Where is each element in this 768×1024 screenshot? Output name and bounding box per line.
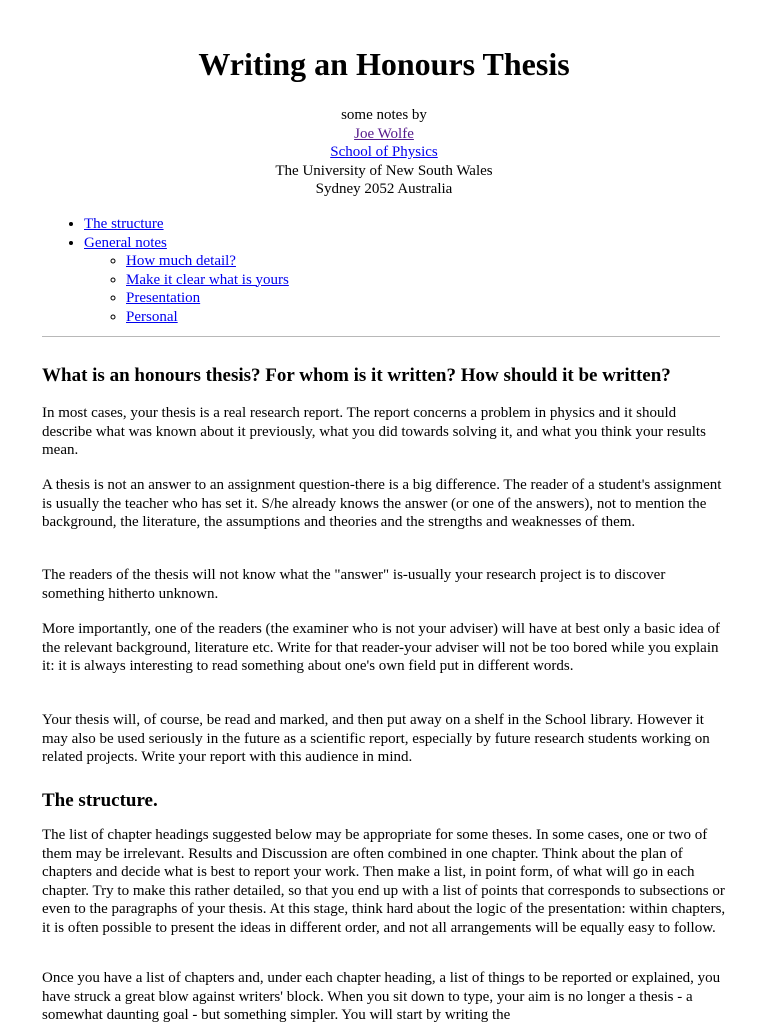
paragraph: More importantly, one of the readers (the examiner who is not your adviser) will have at best only a basic idea of the relevant background, literature etc. Write for that reader-your adviser will not be too bored while you explain it: it is always interesting to read something about one's own field put in different words.: [42, 621, 720, 674]
toc-subitem: [126, 289, 764, 308]
school-link[interactable]: School of Physics: [330, 144, 438, 160]
toc-item: [84, 215, 764, 234]
paragraph: A thesis is not an answer to an assignment question-there is a big difference. The reader of a student's assignment is usually the teacher who has set it. S/he already knows the answer (or one of the answers), not to mention the background, the literature, the assumptions and theories and the strengths and weaknesses of them.: [42, 477, 722, 530]
toc-link-structure[interactable]: The structure: [84, 216, 164, 232]
paragraph: In most cases, your thesis is a real research report. The report concerns a problem in physics and it should describe what was known about it previously, what you did towards solving it, and what you think your results mean.: [42, 405, 706, 458]
paragraph: The readers of the thesis will not know what the "answer" is-usually your research project is to discover something hitherto unknown.: [42, 567, 666, 602]
toc-subitem: [126, 271, 764, 290]
section-heading-intro: What is an honours thesis? For whom is it written? How should it be written?: [42, 365, 671, 386]
toc-link-general-notes[interactable]: General notes: [84, 234, 167, 251]
university-text: The University of New South Wales: [275, 162, 493, 179]
table-of-contents: [42, 215, 764, 325]
toc-subitem: [126, 308, 764, 327]
main-content: [42, 360, 726, 1024]
toc-link-personal[interactable]: Personal: [126, 308, 178, 325]
location-text: Sydney 2052 Australia: [315, 181, 453, 197]
section-heading-structure: The structure.: [42, 790, 158, 811]
toc-link-how-much-detail[interactable]: How much detail?: [126, 253, 236, 269]
toc-link-make-it-clear[interactable]: Make it clear what is yours: [126, 271, 289, 288]
toc-subitem: [126, 252, 764, 271]
byline-block: [0, 106, 768, 199]
byline-text: some notes by: [341, 107, 427, 123]
toc-item: [84, 234, 764, 325]
divider: [42, 336, 720, 337]
toc-link-presentation[interactable]: Presentation: [126, 290, 201, 306]
paragraph: Once you have a list of chapters and, under each chapter heading, a list of things to be reported or explained, you have struck a great blow against writers' block. When you sit down to type, your aim is no longer a thesis - a somewhat daunting goal - but something simpler. You will start by writing the: [42, 970, 721, 1023]
paragraph: The list of chapter headings suggested below may be appropriate for some theses. In some cases, one or two of them may be irrelevant. Results and Discussion are often combined in one chapter. Think about the plan of chapters and decide what is best to report your work. Then make a list, in point form, of what will go in each chapter. Try to make this rather detailed, so that you end up with a list of points that corresponds to subsections or even to the paragraphs of your thesis. At this stage, think hard about the logic of the presentation: within chapters, it is often possible to present the ideas in different order, and not all arrangements will be equally easy to follow.: [42, 827, 726, 936]
toc-sublist: [84, 252, 764, 326]
paragraph: Your thesis will, of course, be read and marked, and then put away on a shelf in the School library. However it may also be used seriously in the future as a scientific report, especially by future research students working on related projects. Write your report with this audience in mind.: [42, 712, 710, 765]
page-title: Writing an Honours Thesis: [198, 46, 570, 82]
author-link[interactable]: Joe Wolfe: [354, 125, 414, 142]
